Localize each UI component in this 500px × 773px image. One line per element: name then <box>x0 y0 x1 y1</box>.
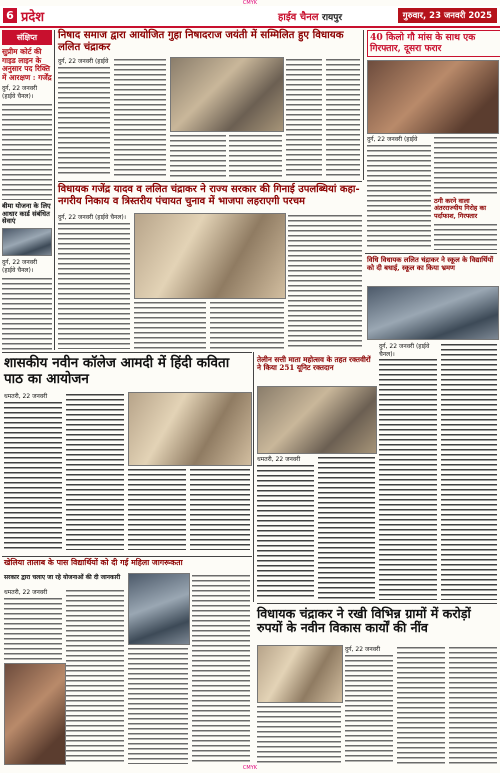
mahotsav-dateline: धमतरी, 22 जनवरी <box>257 456 301 463</box>
right-top-dateline: दुर्ग, 22 जनवरी (हाईवे <box>367 136 418 143</box>
page-number: 6 <box>3 8 17 23</box>
second-story-photo <box>134 213 286 299</box>
issue-date: गुरुवार, 23 जनवरी 2025 <box>398 8 497 23</box>
masthead <box>278 9 342 23</box>
college-body-1 <box>4 400 62 550</box>
masthead-name: हाईव चैनल <box>278 12 319 23</box>
masthead-city: रायपुर <box>322 13 343 23</box>
brief-label: संक्षिप्त <box>2 30 52 45</box>
brief2-headline: बीमा योजना के लिए आधार कार्ड संबंधित सेवाएं <box>2 202 51 226</box>
brief2-body <box>2 276 52 352</box>
bottom-left-dateline: धमतरी, 22 जनवरी <box>4 589 48 596</box>
column-divider <box>363 30 364 180</box>
bottom-story-body-2 <box>257 704 341 764</box>
section-divider <box>2 556 252 557</box>
right-top-headline-box <box>367 30 500 57</box>
college-dateline: धमतरी, 22 जनवरी <box>4 393 48 400</box>
bottom-story-body-4 <box>449 645 497 764</box>
second-story-body-3 <box>210 300 284 349</box>
mahotsav-body-2 <box>318 455 375 600</box>
bottom-story-body-3 <box>397 645 445 764</box>
section-divider <box>58 181 362 182</box>
college-headline: शासकीय नवीन कॉलेज आमदी में हिंदी कविता पाठ का आयोजन <box>4 355 230 387</box>
section-divider <box>365 253 497 254</box>
right-top-headline: 40 किलो गौ मांस के साथ एक गिरफ्तार, दूसरा फरार <box>370 32 476 54</box>
right-mid-body-2 <box>441 342 497 600</box>
college-body-4 <box>190 467 250 550</box>
column-divider <box>253 352 254 602</box>
section-divider <box>2 352 252 353</box>
bottom-story-headline: विधायक चंद्राकर ने रखी विभिन्न ग्रामों में करोड़ों रुपयों के नवीन विकास कार्यों की नींव <box>257 606 471 636</box>
second-story-headline: विधायक गजेंद्र यादव व ललित चंद्राकर ने राज्य सरकार की गिनाई उपलब्धियां कहा- नगरीय निकाय व त्रिस्तरीय पंचायत चुनाव में भाजपा लहराएगी परचम <box>58 184 360 207</box>
bottom-story-photo <box>257 645 343 703</box>
top-story-body-5 <box>286 57 322 177</box>
top-story-photo <box>170 57 284 132</box>
brief1-dateline: दुर्ग, 22 जनवरी (हाईवे चैनल)। <box>2 85 38 101</box>
brief2-photo <box>2 228 52 256</box>
top-story-headline: निषाद समाज द्वारा आयोजित गुहा निषादराज जयंती में सम्मिलित हुए विधायक ललित चंद्राकर <box>58 29 344 53</box>
second-story-body-1 <box>58 221 130 349</box>
brief1-headline: सुप्रीम कोर्ट की गाइड लाइन के अनुसार पद रिक्ति में आरक्षण : गर्जेंद्र <box>2 47 52 82</box>
top-story-body-6 <box>326 57 360 177</box>
college-body-3 <box>128 467 186 550</box>
second-story-dateline: दुर्ग, 22 जनवरी (हाईवे चैनल)। <box>58 214 127 221</box>
bottom-left-headline: खेलिया तालाब के पास विद्यार्थियों को दी गई महिला जागरूकता <box>4 558 183 567</box>
right-top-body-3 <box>434 222 497 250</box>
second-story-body-4 <box>288 213 362 349</box>
bottom-left-body-4 <box>192 573 250 764</box>
mahotsav-body-1 <box>257 463 314 600</box>
top-story-body-3 <box>170 133 226 177</box>
bottom-left-body-3 <box>128 646 188 764</box>
mahotsav-photo <box>257 386 377 454</box>
right-mid-photo <box>367 286 499 340</box>
right-mid-dateline: दुर्ग, 22 जनवरी (हाईवे चैनल)। <box>379 342 437 358</box>
top-story-body-2 <box>114 57 166 177</box>
second-story-body-2 <box>134 300 206 349</box>
cmyk-mark-bottom: CMYK <box>242 765 258 771</box>
right-top-body-1 <box>367 143 431 250</box>
right-top-body-2 <box>434 135 497 195</box>
right-top-photo <box>367 60 499 134</box>
bottom-left-body-2 <box>66 588 124 764</box>
college-body-2 <box>66 392 124 550</box>
bottom-story-body-1 <box>345 653 393 764</box>
brief2-dateline: दुर्ग, 22 जनवरी (हाईवे चैनल)। <box>2 258 38 274</box>
right-mid-body-1 <box>379 342 437 600</box>
left-brief-column <box>2 30 52 352</box>
page-header <box>0 6 500 28</box>
bottom-left-photo-2 <box>128 573 190 645</box>
brief1-body <box>2 102 52 200</box>
top-story-body-1 <box>58 65 110 177</box>
right-top-subheadline: ठगी करने वाला अंतरराज्यीय गिरोह का पर्दाफाश, गिरफ्तार <box>434 197 487 220</box>
cmyk-mark-top: CMYK <box>242 0 258 6</box>
top-story-body-4 <box>229 133 282 177</box>
mahotsav-headline: तेलीन सत्ती माता महोत्सव के तहत रक्तवीरों ने किया 251 यूनिट रक्तदान <box>257 355 371 373</box>
section-title: प्रदेश <box>21 10 45 25</box>
bottom-story-dateline: दुर्ग, 22 जनवरी <box>345 646 381 653</box>
column-divider <box>54 30 55 350</box>
top-story-dateline: दुर्ग, 22 जनवरी (हाईवे <box>58 58 109 65</box>
section-divider <box>257 603 497 604</box>
bottom-left-photo-1 <box>4 663 66 765</box>
college-photo <box>128 392 252 466</box>
bottom-left-subheadline: सरकार द्वारा चलाए जा रहे योजनाओं की दी जानकारी <box>4 574 121 581</box>
right-mid-headline: विधि विधायक ललित चंद्राकर ने स्कूल के विद्यार्थियों को दी बधाई, स्कूल का किया भ्रमण <box>367 256 494 272</box>
bottom-left-body-1 <box>4 596 62 660</box>
